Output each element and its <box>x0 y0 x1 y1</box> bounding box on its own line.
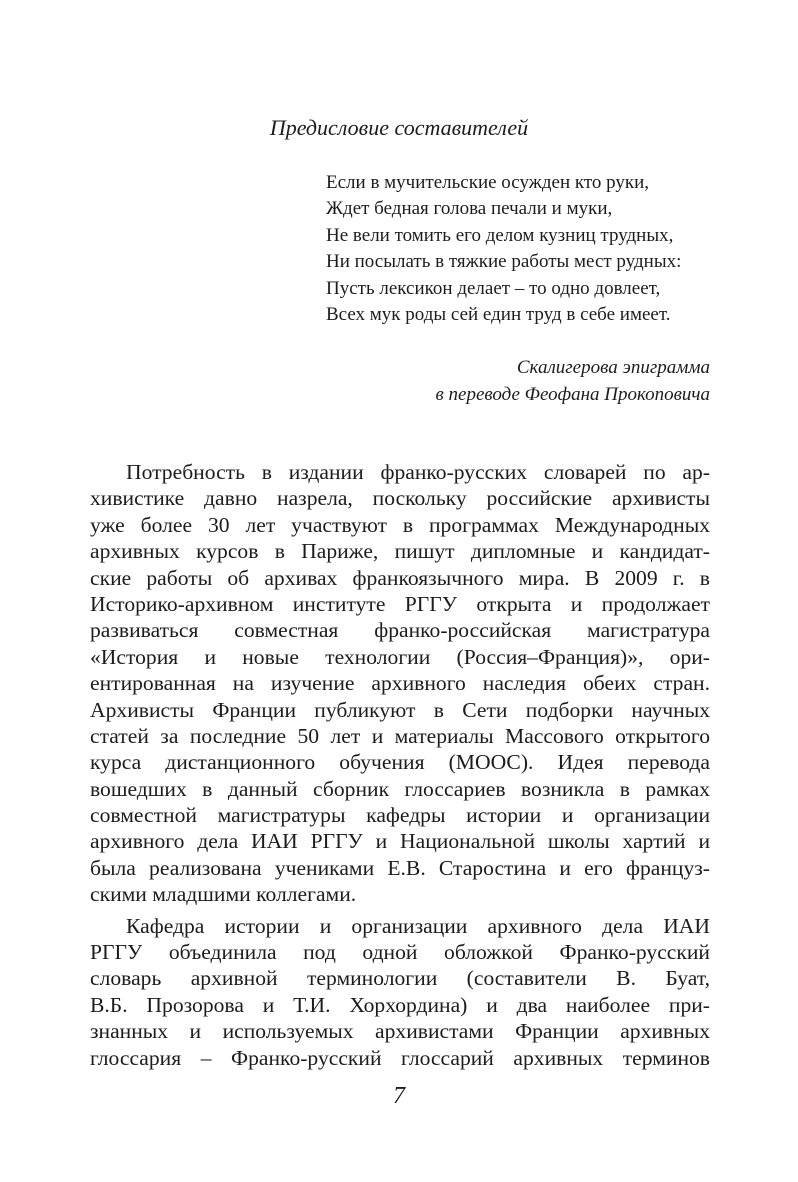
text-line: развиваться совместная франко-российская магистратура <box>90 618 710 643</box>
text-line: ские работы об архивах франкоязычного мира. В 2009 г. в <box>90 565 710 590</box>
text-line: словарь архивной терминологии (составители В. Буат, <box>90 966 710 991</box>
section-title: Предисловие составителей <box>269 115 529 140</box>
text-line: совместной магистратуры кафедры истории и организации <box>90 803 710 828</box>
text-line: скими младшими коллегами. <box>90 882 357 907</box>
epigraph-line: Ни посылать в тяжкие работы мест рудных: <box>326 251 682 273</box>
paragraph-1 <box>90 459 710 908</box>
text-line: В.Б. Прозорова и Т.И. Хорхордина) и два наиболее при- <box>90 992 710 1017</box>
epigraph-line: Если в мучительские осужден кто руки, <box>326 172 650 193</box>
attribution-line: в переводе Феофана Прокоповича <box>435 384 710 405</box>
epigraph <box>326 170 681 328</box>
text-line: вошедших в данный сборник глоссариев возникла в рамках <box>90 776 710 801</box>
text-line: Архивисты Франции публикуют в Сети подборки научных <box>90 697 710 722</box>
text-line: знанных и используемых архивистами Франции архивных <box>90 1019 710 1044</box>
text-line: РГГУ объединила под одной обложкой Франко-русский <box>90 940 710 965</box>
epigraph-line: Ждет бедная голова печали и муки, <box>326 198 613 220</box>
text-line: была реализована учениками Е.В. Старостина и его француз- <box>90 855 710 880</box>
text-line: хивистике давно назрела, поскольку российские архивисты <box>90 486 710 511</box>
body-text <box>90 459 710 1071</box>
paragraph-2 <box>90 913 710 1071</box>
text-line: «История и новые технологии (Россия–Франция)», ори- <box>90 644 710 669</box>
page-number: 7 <box>393 1083 405 1109</box>
epigraph-line: Не вели томить его делом кузниц трудных, <box>326 224 674 246</box>
text-line: глоссария – Франко-русский глоссарий архивных терминов <box>90 1045 710 1070</box>
epigraph-attribution <box>436 354 710 408</box>
text-line: курса дистанционного обучения (МООС). Идея перевода <box>90 750 710 775</box>
attribution-line: Скалигерова эпиграмма <box>516 357 710 378</box>
text-line: ентированная на изучение архивного наследия обеих стран. <box>90 671 710 696</box>
text-line: статей за последние 50 лет и материалы Массового открытого <box>90 723 710 748</box>
epigraph-line: Всех мук роды сей един труд в себе имеет. <box>326 304 671 326</box>
text-line: Кафедра истории и организации архивного дела ИАИ <box>126 913 710 938</box>
text-line: уже более 30 лет участвуют в программах Международных <box>90 512 710 537</box>
text-line: Историко-архивном институте РГГУ открыта и продолжает <box>90 591 710 616</box>
text-line: архивных курсов в Париже, пишут дипломные и кандидат- <box>90 539 710 564</box>
text-line: архивного дела ИАИ РГГУ и Национальной школы хартий и <box>90 829 710 854</box>
text-line: Потребность в издании франко-русских словарей по ар- <box>126 460 710 484</box>
epigraph-line: Пусть лексикон делает – то одно довлеет, <box>326 277 661 299</box>
